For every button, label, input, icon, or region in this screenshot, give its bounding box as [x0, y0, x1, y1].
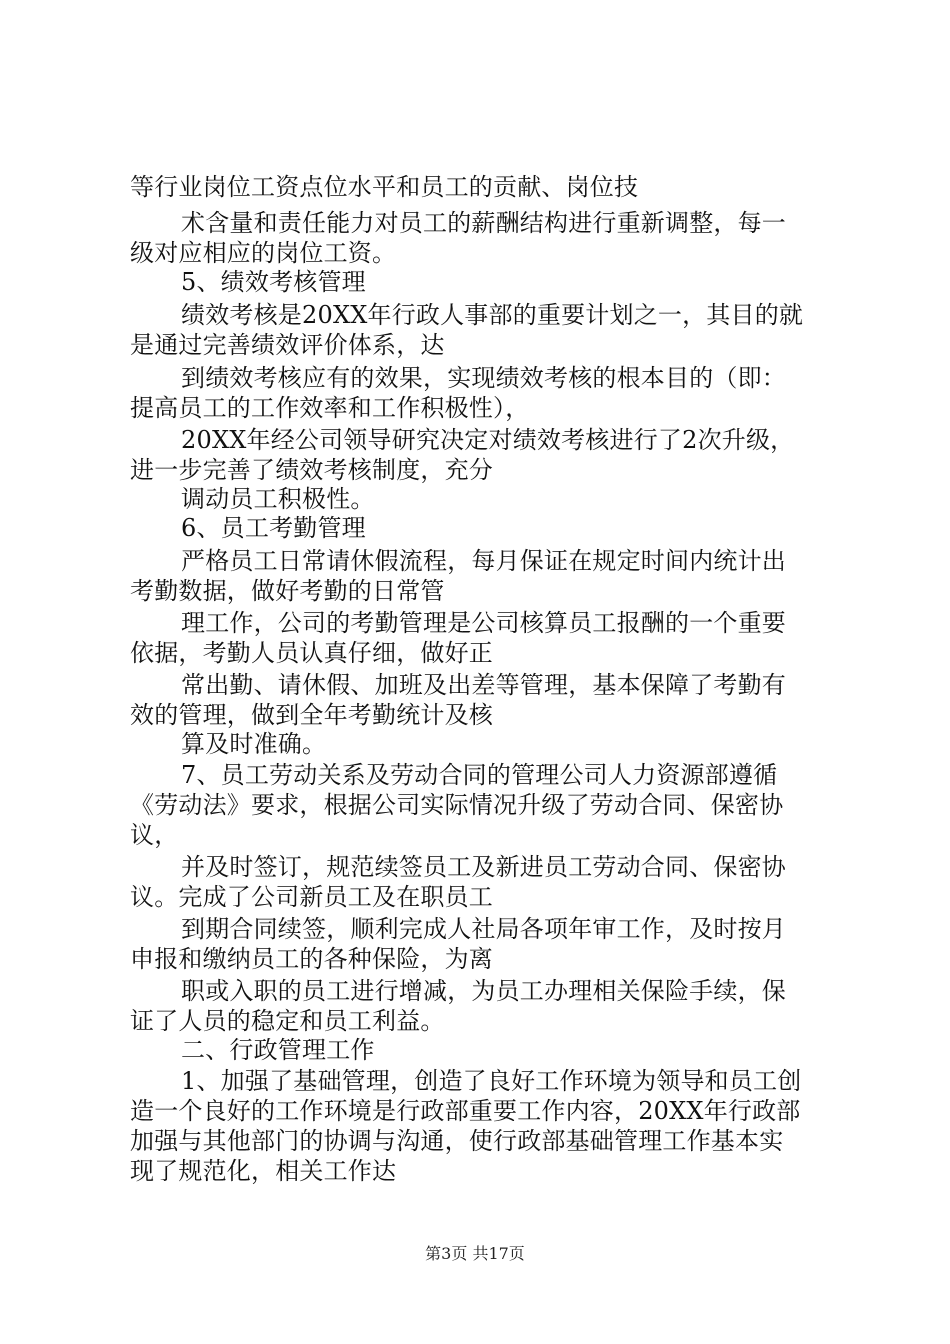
text-line: 算及时准确。 [181, 730, 327, 758]
text-line: 议， [130, 821, 179, 849]
page-footer: 第3页 共17页 [425, 1244, 525, 1263]
text-line: 调动员工积极性。 [181, 485, 375, 513]
section-heading: 5、绩效考核管理 [181, 268, 366, 296]
text-line: 20XX年经公司领导研究决定对绩效考核进行了2次升级， [181, 426, 795, 454]
text-line: 到绩效考核应有的效果，实现绩效考核的根本目的（即： [181, 364, 786, 392]
text-line: 《劳动法》要求，根据公司实际情况升级了劳动合同、保密协 [130, 791, 784, 819]
text-line: 现了规范化，相关工作达 [130, 1157, 397, 1185]
text-line: 职或入职的员工进行增减，为员工办理相关保险手续，保 [181, 977, 786, 1005]
text-line: 考勤数据，做好考勤的日常管 [130, 577, 445, 605]
text-line: 级对应相应的岗位工资。 [130, 239, 397, 267]
text-line: 效的管理，做到全年考勤统计及核 [130, 701, 493, 729]
text-line: 依据，考勤人员认真仔细，做好正 [130, 639, 493, 667]
text-line: 造一个良好的工作环境是行政部重要工作内容，20XX年行政部 [130, 1097, 801, 1125]
text-line: 提高员工的工作效率和工作积极性）， [130, 394, 530, 422]
text-line: 绩效考核是20XX年行政人事部的重要计划之一，其目的就 [181, 301, 804, 329]
text-line: 申报和缴纳员工的各种保险，为离 [130, 945, 493, 973]
section-heading: 二、行政管理工作 [181, 1036, 375, 1064]
section-heading: 7、员工劳动关系及劳动合同的管理公司人力资源部遵循 [181, 761, 778, 789]
text-line: 是通过完善绩效评价体系，达 [130, 331, 445, 359]
text-line: 等行业岗位工资点位水平和员工的贡献、岗位技 [130, 173, 639, 201]
text-line: 加强与其他部门的协调与沟通，使行政部基础管理工作基本实 [130, 1127, 784, 1155]
text-line: 常出勤、请休假、加班及出差等管理，基本保障了考勤有 [181, 671, 786, 699]
text-line: 理工作，公司的考勤管理是公司核算员工报酬的一个重要 [181, 609, 786, 637]
text-line: 进一步完善了绩效考核制度，充分 [130, 456, 493, 484]
text-line: 到期合同续签，顺利完成人社局各项年审工作，及时按月 [181, 915, 786, 943]
text-line: 证了人员的稳定和员工利益。 [130, 1007, 445, 1035]
text-line: 议。完成了公司新员工及在职员工 [130, 883, 493, 911]
text-line: 术含量和责任能力对员工的薪酬结构进行重新调整，每一 [181, 209, 786, 237]
text-line: 1、加强了基础管理，创造了良好工作环境为领导和员工创 [181, 1067, 802, 1095]
text-line: 严格员工日常请休假流程，每月保证在规定时间内统计出 [181, 547, 786, 575]
section-heading: 6、员工考勤管理 [181, 514, 366, 542]
text-line: 并及时签订，规范续签员工及新进员工劳动合同、保密协 [181, 853, 786, 881]
